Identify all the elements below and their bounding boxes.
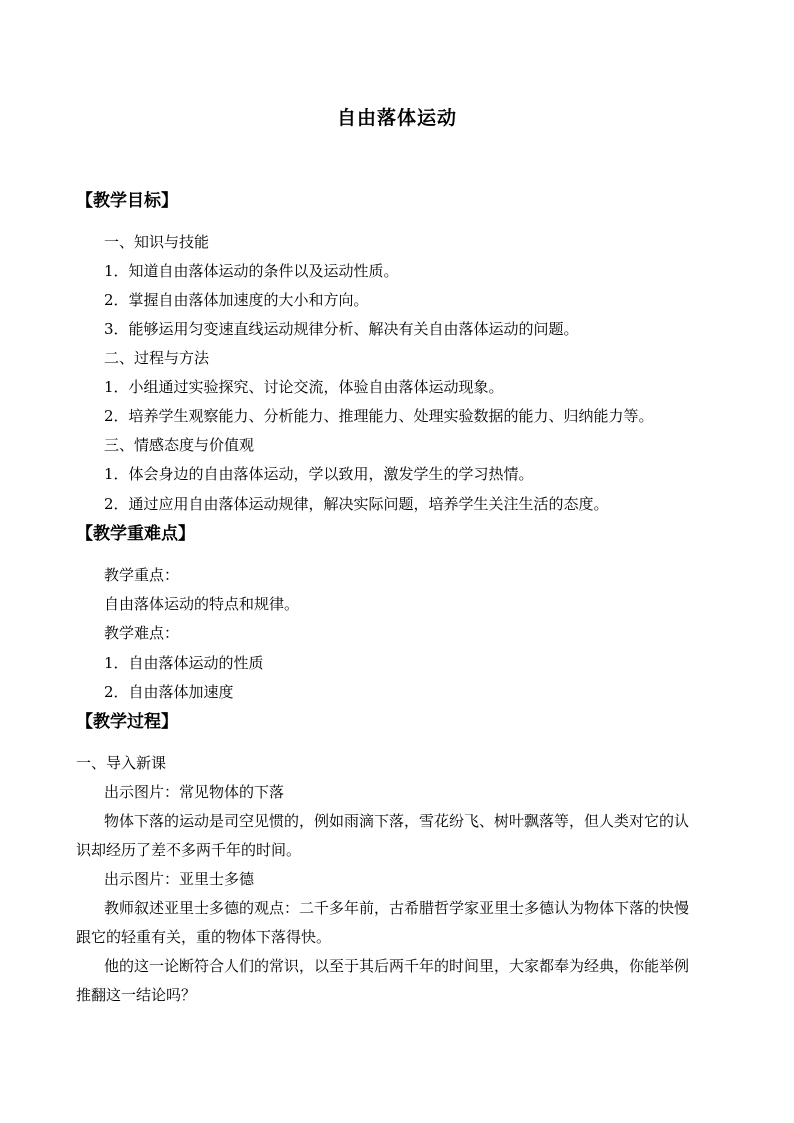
heading-key-points: 【教学重难点】 [76,524,195,544]
process-item-1: 1．小组通过实验探究、讨论交流，体验自由落体运动现象。 [104,378,504,396]
subheading-emotion: 三、情感态度与价值观 [104,436,255,454]
heading-teaching-process: 【教学过程】 [76,712,178,732]
paragraph-2-line-1: 教师叙述亚里士多德的观点：二千多年前，古希腊哲学家亚里士多德认为物体下落的快慢 [104,899,690,917]
subheading-knowledge: 一、知识与技能 [104,233,210,251]
document-title: 自由落体运动 [336,107,457,129]
paragraph-3-line-1: 他的这一论断符合人们的常识，以至于其后两千年的时间里，大家都奉为经典，你能举例 [104,957,690,975]
show-image-2: 出示图片：亚里士多德 [104,870,255,888]
knowledge-item-3: 3．能够运用匀变速直线运动规律分析、解决有关自由落体运动的问题。 [104,320,579,338]
paragraph-1-line-1: 物体下落的运动是司空见惯的，例如雨滴下落，雪花纷飞、树叶飘落等，但人类对它的认 [104,812,690,830]
emotion-item-2: 2．通过应用自由落体运动规律，解决实际问题，培养学生关注生活的态度。 [104,495,609,513]
paragraph-1-line-2: 识却经历了差不多两千年的时间。 [76,841,302,859]
focus-label: 教学重点： [104,566,180,584]
emotion-item-1: 1．体会身边的自由落体运动，学以致用，激发学生的学习热情。 [104,465,534,483]
subheading-process-method: 二、过程与方法 [104,349,210,367]
difficulty-label: 教学难点： [104,624,180,642]
show-image-1: 出示图片：常见物体的下落 [104,783,285,801]
paragraph-2-line-2: 跟它的轻重有关，重的物体下落得快。 [76,928,332,946]
step-intro: 一、导入新课 [76,754,167,772]
paragraph-3-line-2: 推翻这一结论吗？ [76,986,197,1004]
process-item-2: 2．培养学生观察能力、分析能力、推理能力、处理实验数据的能力、归纳能力等。 [104,407,654,425]
focus-text: 自由落体运动的特点和规律。 [104,595,300,613]
knowledge-item-2: 2．掌握自由落体加速度的大小和方向。 [104,291,369,309]
difficulty-item-1: 1．自由落体运动的性质 [104,654,264,672]
heading-objectives: 【教学目标】 [76,191,178,211]
knowledge-item-1: 1．知道自由落体运动的条件以及运动性质。 [104,262,399,280]
difficulty-item-2: 2．自由落体加速度 [104,683,234,701]
